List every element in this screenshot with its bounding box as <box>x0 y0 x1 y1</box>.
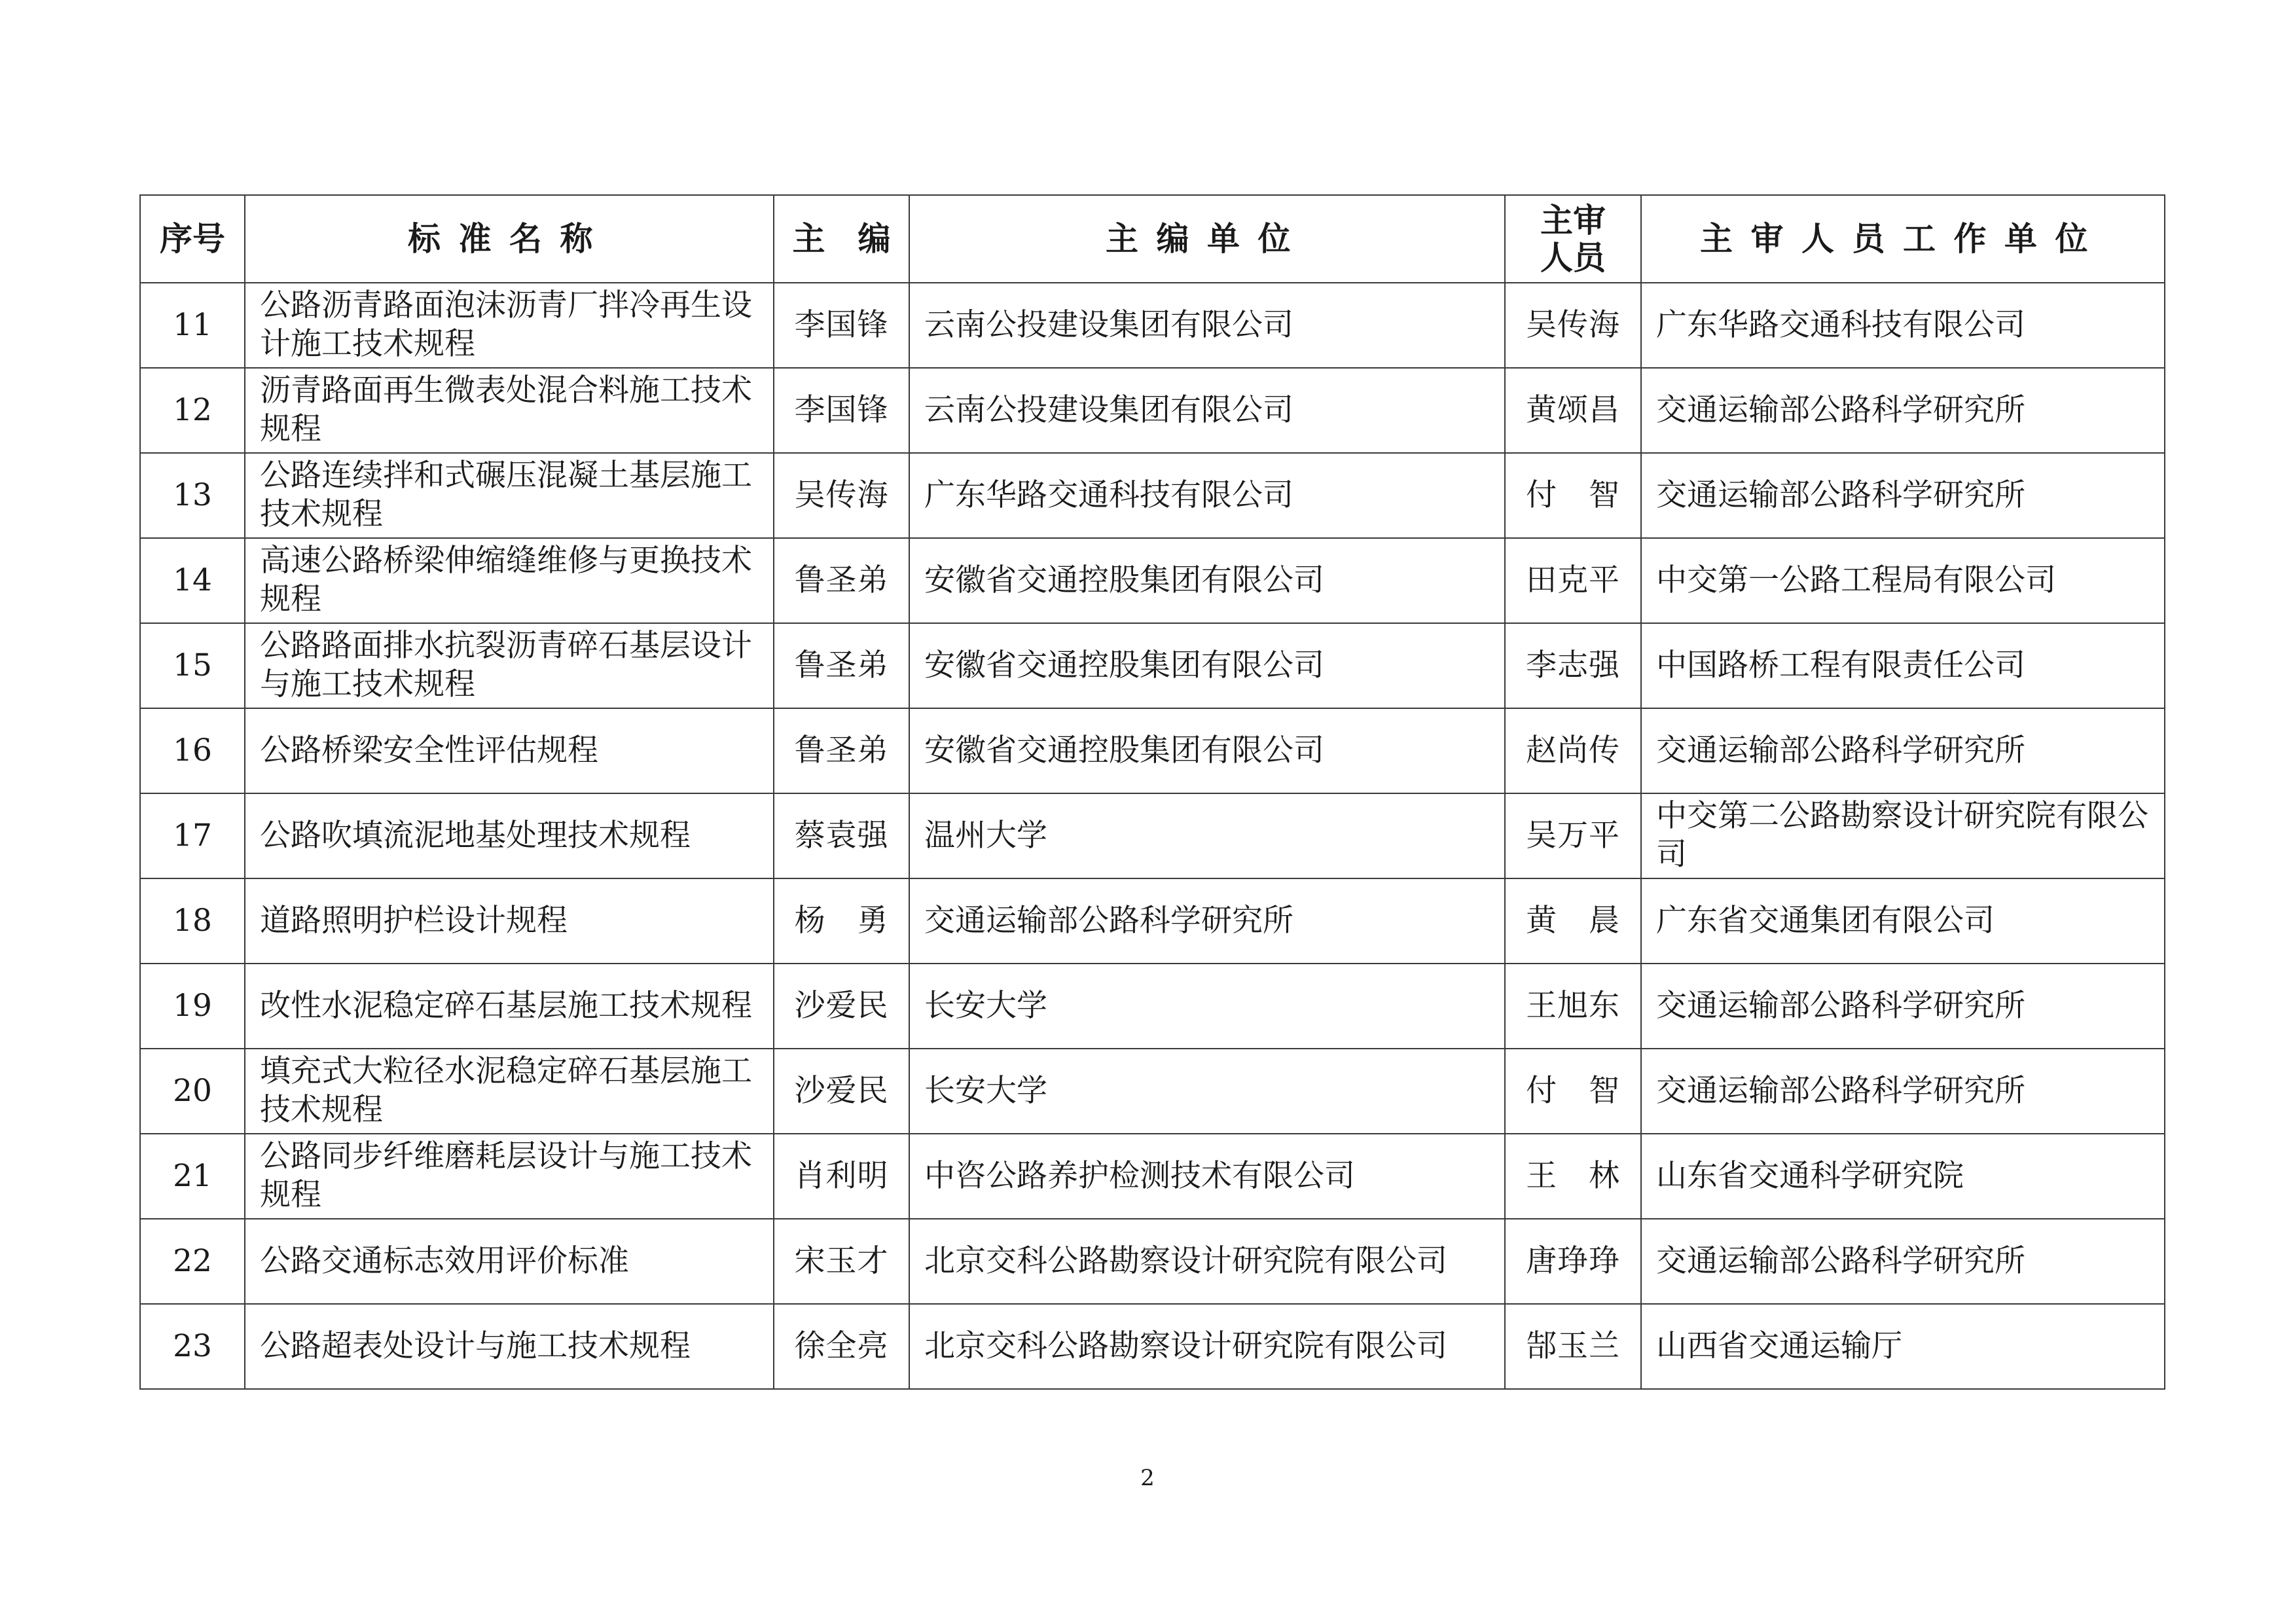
cell-no: 21 <box>140 1134 245 1219</box>
header-reviewer: 主审 人员 <box>1505 195 1641 283</box>
cell-no: 15 <box>140 623 245 708</box>
cell-standard-name: 改性水泥稳定碎石基层施工技术规程 <box>245 964 774 1049</box>
cell-reviewer: 唐琤琤 <box>1505 1219 1641 1304</box>
table-row <box>140 964 2165 1049</box>
cell-reviewer: 黄 晨 <box>1505 878 1641 964</box>
cell-reviewer-unit: 中交第二公路勘察设计研究院有限公司 <box>1641 793 2165 878</box>
table-row <box>140 878 2165 964</box>
table-body <box>140 283 2165 1389</box>
cell-editor-unit: 中咨公路养护检测技术有限公司 <box>909 1134 1505 1219</box>
cell-no: 20 <box>140 1049 245 1134</box>
cell-reviewer-unit: 山东省交通科学研究院 <box>1641 1134 2165 1219</box>
cell-editor-unit: 温州大学 <box>909 793 1505 878</box>
cell-editor-unit: 云南公投建设集团有限公司 <box>909 283 1505 368</box>
cell-reviewer-unit: 广东华路交通科技有限公司 <box>1641 283 2165 368</box>
header-editor-unit: 主编单位 <box>909 195 1505 283</box>
cell-reviewer: 田克平 <box>1505 538 1641 623</box>
cell-reviewer-unit: 交通运输部公路科学研究所 <box>1641 453 2165 538</box>
cell-reviewer-unit: 中交第一公路工程局有限公司 <box>1641 538 2165 623</box>
cell-standard-name: 公路路面排水抗裂沥青碎石基层设计与施工技术规程 <box>245 623 774 708</box>
cell-no: 14 <box>140 538 245 623</box>
cell-standard-name: 公路交通标志效用评价标准 <box>245 1219 774 1304</box>
header-editor: 主 编 <box>774 195 909 283</box>
cell-reviewer: 郜玉兰 <box>1505 1304 1641 1389</box>
cell-no: 13 <box>140 453 245 538</box>
cell-reviewer: 李志强 <box>1505 623 1641 708</box>
cell-standard-name: 沥青路面再生微表处混合料施工技术规程 <box>245 368 774 453</box>
cell-editor-unit: 云南公投建设集团有限公司 <box>909 368 1505 453</box>
cell-editor-unit: 北京交科公路勘察设计研究院有限公司 <box>909 1304 1505 1389</box>
cell-editor-unit: 广东华路交通科技有限公司 <box>909 453 1505 538</box>
header-reviewer-unit: 主审人员工作单位 <box>1641 195 2165 283</box>
table-header-row <box>140 195 2165 283</box>
cell-editor: 鲁圣弟 <box>774 623 909 708</box>
cell-reviewer-unit: 交通运输部公路科学研究所 <box>1641 964 2165 1049</box>
table-row <box>140 1219 2165 1304</box>
cell-no: 22 <box>140 1219 245 1304</box>
cell-reviewer: 吴传海 <box>1505 283 1641 368</box>
cell-editor: 李国锋 <box>774 283 909 368</box>
cell-standard-name: 填充式大粒径水泥稳定碎石基层施工技术规程 <box>245 1049 774 1134</box>
cell-editor: 鲁圣弟 <box>774 708 909 793</box>
cell-reviewer: 黄颂昌 <box>1505 368 1641 453</box>
cell-reviewer-unit: 交通运输部公路科学研究所 <box>1641 368 2165 453</box>
table-row <box>140 453 2165 538</box>
cell-standard-name: 公路桥梁安全性评估规程 <box>245 708 774 793</box>
cell-reviewer: 付 智 <box>1505 1049 1641 1134</box>
cell-no: 19 <box>140 964 245 1049</box>
cell-no: 18 <box>140 878 245 964</box>
cell-editor: 吴传海 <box>774 453 909 538</box>
cell-reviewer-unit: 中国路桥工程有限责任公司 <box>1641 623 2165 708</box>
table-row <box>140 623 2165 708</box>
cell-reviewer-unit: 山西省交通运输厅 <box>1641 1304 2165 1389</box>
cell-editor: 李国锋 <box>774 368 909 453</box>
cell-no: 16 <box>140 708 245 793</box>
cell-reviewer: 王 林 <box>1505 1134 1641 1219</box>
cell-editor: 宋玉才 <box>774 1219 909 1304</box>
cell-editor-unit: 安徽省交通控股集团有限公司 <box>909 538 1505 623</box>
cell-editor: 蔡袁强 <box>774 793 909 878</box>
cell-editor-unit: 交通运输部公路科学研究所 <box>909 878 1505 964</box>
cell-editor: 鲁圣弟 <box>774 538 909 623</box>
cell-reviewer: 赵尚传 <box>1505 708 1641 793</box>
header-no: 序号 <box>140 195 245 283</box>
cell-reviewer-unit: 广东省交通集团有限公司 <box>1641 878 2165 964</box>
table-row <box>140 368 2165 453</box>
cell-no: 11 <box>140 283 245 368</box>
cell-editor-unit: 长安大学 <box>909 964 1505 1049</box>
table-row <box>140 1134 2165 1219</box>
table-row <box>140 1049 2165 1134</box>
table-row <box>140 708 2165 793</box>
cell-no: 23 <box>140 1304 245 1389</box>
table-row <box>140 793 2165 878</box>
cell-standard-name: 道路照明护栏设计规程 <box>245 878 774 964</box>
cell-editor: 沙爱民 <box>774 1049 909 1134</box>
cell-editor: 徐全亮 <box>774 1304 909 1389</box>
header-standard-name: 标准名称 <box>245 195 774 283</box>
cell-standard-name: 公路吹填流泥地基处理技术规程 <box>245 793 774 878</box>
cell-reviewer-unit: 交通运输部公路科学研究所 <box>1641 1219 2165 1304</box>
cell-editor-unit: 安徽省交通控股集团有限公司 <box>909 708 1505 793</box>
cell-editor-unit: 北京交科公路勘察设计研究院有限公司 <box>909 1219 1505 1304</box>
cell-editor: 肖利明 <box>774 1134 909 1219</box>
table-row <box>140 538 2165 623</box>
cell-standard-name: 公路同步纤维磨耗层设计与施工技术规程 <box>245 1134 774 1219</box>
cell-reviewer: 王旭东 <box>1505 964 1641 1049</box>
cell-reviewer: 吴万平 <box>1505 793 1641 878</box>
cell-editor-unit: 安徽省交通控股集团有限公司 <box>909 623 1505 708</box>
standards-table <box>139 194 2165 1390</box>
cell-editor: 沙爱民 <box>774 964 909 1049</box>
cell-standard-name: 公路连续拌和式碾压混凝土基层施工技术规程 <box>245 453 774 538</box>
cell-reviewer-unit: 交通运输部公路科学研究所 <box>1641 708 2165 793</box>
cell-no: 17 <box>140 793 245 878</box>
cell-editor-unit: 长安大学 <box>909 1049 1505 1134</box>
cell-reviewer: 付 智 <box>1505 453 1641 538</box>
cell-standard-name: 公路沥青路面泡沫沥青厂拌冷再生设计施工技术规程 <box>245 283 774 368</box>
table-row <box>140 1304 2165 1389</box>
cell-no: 12 <box>140 368 245 453</box>
page-number: 2 <box>1140 1465 1155 1491</box>
cell-standard-name: 公路超表处设计与施工技术规程 <box>245 1304 774 1389</box>
cell-editor: 杨 勇 <box>774 878 909 964</box>
table-row <box>140 283 2165 368</box>
cell-reviewer-unit: 交通运输部公路科学研究所 <box>1641 1049 2165 1134</box>
cell-standard-name: 高速公路桥梁伸缩缝维修与更换技术规程 <box>245 538 774 623</box>
